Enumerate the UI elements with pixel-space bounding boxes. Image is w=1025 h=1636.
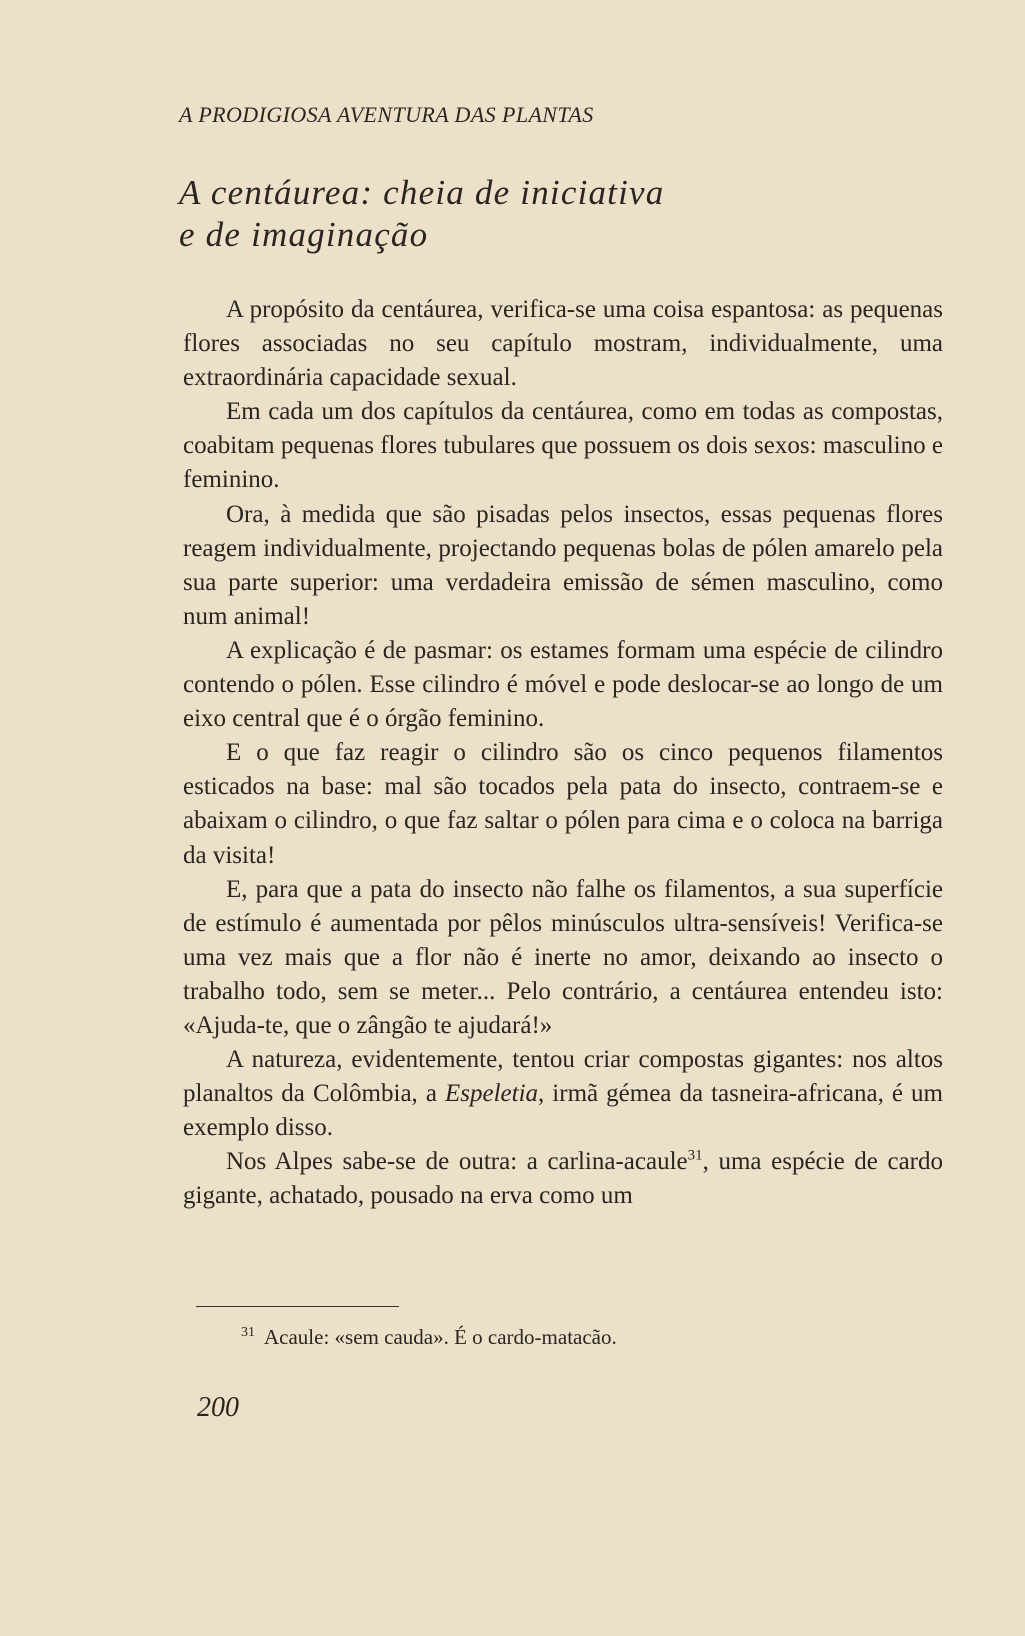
chapter-title	[179, 172, 939, 256]
paragraph-7	[183, 1043, 943, 1145]
running-head: A PRODIGIOSA AVENTURA DAS PLANTAS	[179, 102, 594, 127]
paragraph-6: E, para que a pata do insecto não falhe os filamentos, a sua superfície de estímulo é aumentada por pêlos minúsculos ultra-sensíveis! Verifica-se uma vez mais que a flor não é inerte no amor, deixando ao insecto o trabalho todo, sem se meter... Pelo contrário, a centáurea entendeu isto: «Ajuda-te, que o zângão te ajudará!»	[183, 875, 943, 1039]
paragraph-5: E o que faz reagir o cilindro são os cinco pequenos filamentos esticados na base: mal são tocados pela pata do insecto, contraem-se e abaixam o cilindro, o que faz saltar o pólen para cima e o coloca na barriga da visita!	[183, 739, 943, 869]
body-text	[183, 293, 943, 1214]
footnote	[241, 1322, 617, 1352]
paragraph-1: A propósito da centáurea, verifica-se uma coisa espantosa: as pequenas flores associadas no seu capítulo mostram, individualmente, uma extraordinária capacidade sexual.	[183, 296, 943, 392]
paragraph-8-text-after: , uma espécie de cardo gigante, achatado, pousado na erva como um	[183, 1148, 943, 1210]
footnote-divider	[196, 1306, 399, 1307]
paragraph-7-text-after: , irmã gémea da tasneira-africana, é um exemplo disso.	[183, 1080, 943, 1142]
paragraph-8	[183, 1145, 943, 1213]
species-name-italic: Espeletia	[444, 1080, 539, 1108]
page-number: 200	[197, 1392, 239, 1423]
paragraph-4: A explicação é de pasmar: os estames formam uma espécie de cilindro contendo o pólen. Esse cilindro é móvel e pode deslocar-se ao longo de um eixo central que é o órgão feminino.	[183, 636, 943, 733]
chapter-title-line-1: A centáurea: cheia de iniciativa	[179, 173, 665, 212]
chapter-title-line-2: e de imaginação	[179, 215, 429, 254]
paragraph-7-text-before: A natureza, evidentemente, tentou criar compostas gigantes: nos altos planaltos da Colômbia, a	[183, 1046, 943, 1108]
paragraph-2: Em cada um dos capítulos da centáurea, como em todas as compostas, coabitam pequenas flores tubulares que possuem os dois sexos: masculino e feminino.	[183, 398, 943, 494]
footnote-number: 31	[241, 1325, 255, 1340]
paragraph-8-text-before: Nos Alpes sabe-se de outra: a carlina-acaule	[226, 1148, 688, 1176]
footnote-text: Acaule: «sem cauda». É o cardo-matacão.	[264, 1325, 617, 1349]
paragraph-3: Ora, à medida que são pisadas pelos insectos, essas pequenas flores reagem individualmente, projectando pequenas bolas de pólen amarelo pela sua parte superior: uma verdadeira emissão de sémen masculino, como num animal!	[183, 500, 943, 630]
footnote-reference[interactable]: 31	[687, 1148, 703, 1165]
